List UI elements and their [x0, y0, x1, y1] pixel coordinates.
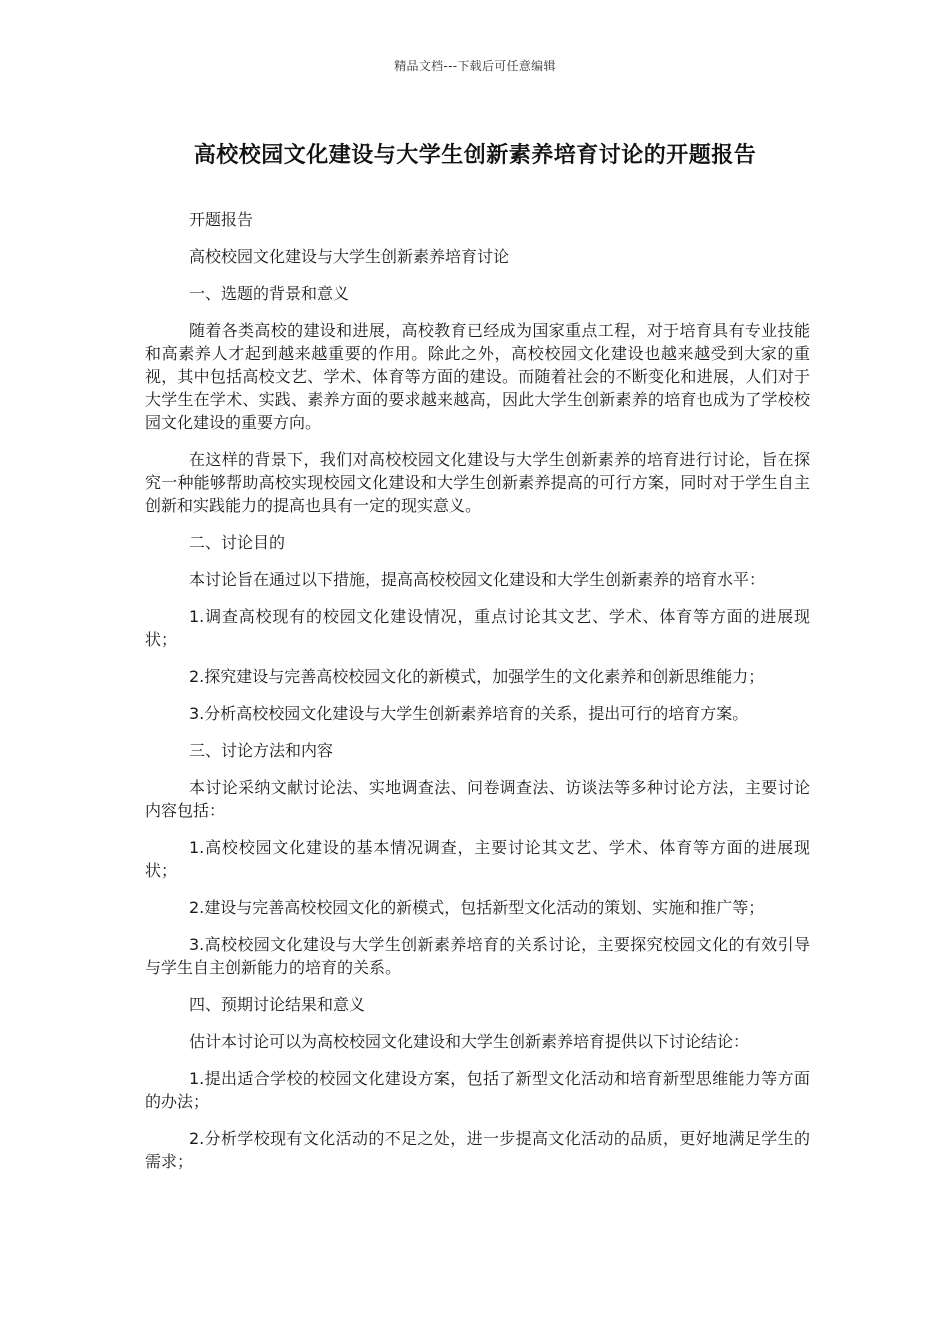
- list-item-methods-2: 2.建设与完善高校校园文化的新模式，包括新型文化活动的策划、实施和推广等；: [189, 898, 765, 917]
- list-item-results-2: 2.分析学校现有文化活动的不足之处，进一步提高文化活动的品质，更好地满足学生的需求；: [145, 1129, 810, 1171]
- section-heading-purpose: 二、讨论目的: [189, 533, 286, 552]
- section-heading-methods: 三、讨论方法和内容: [189, 741, 334, 760]
- document-title: 高校校园文化建设与大学生创新素养培育讨论的开题报告: [193, 143, 757, 168]
- page-header: 精品文档---下载后可任意编辑: [394, 59, 556, 73]
- document-body: [145, 208, 810, 1187]
- paragraph-background-1: 随着各类高校的建设和进展，高校教育已经成为国家重点工程，对于培育具有专业技能和高素养人才起到越来越重要的作用。除此之外，高校校园文化建设也越来越受到大家的重视，其中包括高校文艺、学术、体育等方面的建设。而随着社会的不断变化和进展，人们对于大学生在学术、实践、素养方面的要求越来越高，因此大学生创新素养的培育也成为了学校校园文化建设的重要方向。: [145, 321, 810, 432]
- report-subject: 高校校园文化建设与大学生创新素养培育讨论: [189, 247, 510, 266]
- paragraph-results-intro: 估计本讨论可以为高校校园文化建设和大学生创新素养培育提供以下讨论结论：: [189, 1032, 750, 1051]
- list-item-purpose-3: 3.分析高校校园文化建设与大学生创新素养培育的关系，提出可行的培育方案。: [189, 704, 749, 723]
- list-item-methods-3: 3.高校校园文化建设与大学生创新素养培育的关系讨论，主要探究校园文化的有效引导与学生自主创新能力的培育的关系。: [145, 935, 810, 977]
- report-label: 开题报告: [189, 210, 254, 229]
- paragraph-methods-intro: 本讨论采纳文献讨论法、实地调查法、问卷调查法、访谈法等多种讨论方法，主要讨论内容包括：: [145, 778, 810, 820]
- paragraph-background-2: 在这样的背景下，我们对高校校园文化建设与大学生创新素养的培育进行讨论，旨在探究一种能够帮助高校实现校园文化建设和大学生创新素养提高的可行方案，同时对于学生自主创新和实践能力的提高也具有一定的现实意义。: [145, 450, 810, 515]
- section-heading-results: 四、预期讨论结果和意义: [189, 995, 366, 1014]
- list-item-purpose-1: 1.调查高校现有的校园文化建设情况，重点讨论其文艺、学术、体育等方面的进展现状；: [145, 607, 810, 649]
- section-heading-background: 一、选题的背景和意义: [189, 284, 350, 303]
- list-item-methods-1: 1.高校校园文化建设的基本情况调查，主要讨论其文艺、学术、体育等方面的进展现状；: [145, 838, 810, 880]
- list-item-results-1: 1.提出适合学校的校园文化建设方案，包括了新型文化活动和培育新型思维能力等方面的办法；: [145, 1069, 810, 1111]
- list-item-purpose-2: 2.探究建设与完善高校校园文化的新模式，加强学生的文化素养和创新思维能力；: [189, 667, 765, 686]
- paragraph-purpose-intro: 本讨论旨在通过以下措施，提高高校校园文化建设和大学生创新素养的培育水平：: [189, 570, 766, 589]
